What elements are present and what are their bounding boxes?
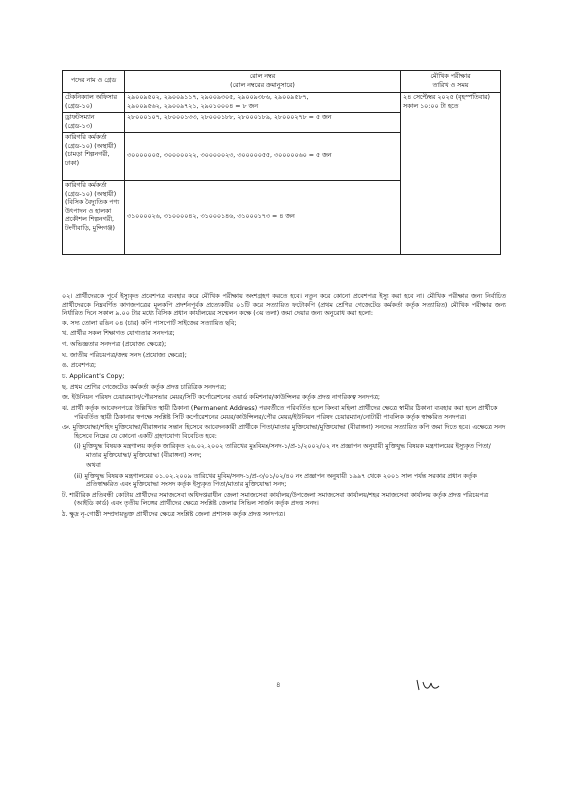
roll-cell: ২৯০০৯৫০২, ২৯০০৯১১৭, ২৯০০৯৩০৫, ২৯০০৯৩৮৬, ২৯০০৯৫৮৭, ২৯০০৯৫৬২, ২৯০০৯৭২১, ২৯০১০০০৪ = ৮ জন [125,93,401,113]
list-item: ক. সদ্য তোলা রঙিন ০৪ (চার) কপি পাসপোর্ট সাইজের সত্যায়িত ছবি; [62,319,237,327]
list-item: ঙ. প্রবেশপত্র; [62,362,97,370]
list-item: ট. শারীরিক প্রতিবন্ধী কোটায় প্রার্থীদের সমাজসেবা অধিদপ্তরাধীন জেলা সমাজসেবা কার্যালয়/উপজেলা সমাজসেবা কার্যালয়/শহর সমাজসেবা কার্যালয় কর্তৃক প্রদত্ত পরিচয়পত্র (আইডি কার্ড) এবং তৃতীয় লিঙ্গের প্রার্থীদের ক্ষেত্রে সংশ্লিষ্ট জেলার সিভিল সার্জন কর্তৃক প্রদত্ত সনদ। [62,491,489,508]
roll-cell: ৩১০০০০২৬, ৩১০০০০৪২, ৩১০০০১৪৬, ৩১০০০১৭৩ = ৪ জন [125,181,401,255]
table-header-row [63,71,501,93]
page-number: ৪ [276,681,281,689]
post-cell: কারিগরি কর্মকর্তা (গ্রেড-১০) (অস্থায়ী) (চামড়া শিল্পনগরী, ঢাকা) [63,133,125,181]
viva-schedule-cell: ২৪ সেপ্টেম্বর ২০২৫ (বৃহস্পতিবার) সকাল ১০:০০ টা হতে [401,93,501,255]
instructions-section [62,293,506,522]
list-item: জ. ইউনিয়ন পরিষদ চেয়ারম্যান/পৌরসভার মেয়র/সিটি কর্পোরেশনের ওয়ার্ড কমিশনার/কাউন্সিলর কর্তৃক প্রদত্ত নাগরিকত্ব সনদপত্র; [62,394,381,402]
list-item: গ. অভিজ্ঞতার সনদপত্র (প্রযোজ্য ক্ষেত্রে); [62,340,167,348]
sub-list-item: (i) মুক্তিযুদ্ধ বিষয়ক মন্ত্রণালয় কর্তৃক জারিকৃত ২৬.০২.২০০২ তারিখের মুঃবিমঃ/সনদ-১/প্র-১/২০০২/০২ নং প্রজ্ঞাপন অনুযায়ী মুক্তিযুদ্ধ বিষয়ক মন্ত্রণালয়ের ইস্যুকৃত পিতা/মাতার মুক্তিযোদ্ধা/ মুক্তিযোদ্ধা (বীরাঙ্গনা) সনদ; [74,443,491,459]
header-post: পদের নাম ও গ্রেড [63,71,125,93]
post-cell: কারিগরি কর্মকর্তা (গ্রেড-১০) (অস্থায়ী) (বিসিক বৈদ্যুতিক পণ্য উৎপাদন ও হালকা প্রকৌশল শিল্পনগরী, টংগীবাড়ি, মুন্সিগঞ্জ) [63,181,125,255]
roll-cell: ২৮০০০১০৭, ২৮০০০১৩৩, ২৮০০০১৮৮, ২৮০০০১৮৯, ২৮০০০২৭৮ = ৫ জন [125,113,401,133]
list-item: চ. Applicant’s Copy; [62,372,125,380]
roll-cell: ৩০০০০০০৫, ৩০০০০০২২, ৩০০০০০২৩, ৩০০০০০৫৫, ৩০০০০০৬০ = ৫ জন [125,133,401,181]
header-roll: রোল নম্বর (রোল নম্বরের ক্রমানুসারে) [125,71,401,93]
sub-list-item: (ii) মুক্তিযুদ্ধ বিষয়ক মন্ত্রণালয়ের ০১.০২.২০০৯ তারিখের মুবিম/সনদ-১/প্র-৩/০১/০২/৪০ নং প্রজ্ঞাপন অনুযায়ী ১৯৯৭ থেকে ২০০১ সাল পর্যন্ত সরকার প্রধান কর্তৃক প্রতিস্বাক্ষরিত এবং মুক্তিযোদ্ধা সংসদ কর্তৃক ইস্যুকৃত পিতা/মাতার মুক্তিযোদ্ধা সনদ; [74,472,477,489]
or-separator: অথবা [86,462,101,470]
instruction-paragraph: ০২। প্রার্থীদেরকে পূর্বে ইস্যুকৃত প্রবেশপত্র ব্যবহার করে মৌখিক পরীক্ষায় অংশগ্রহণ করতে হবে। নতুন করে কোনো প্রবেশপত্র ইস্যু করা হবে না। মৌখিক পরীক্ষার জন্য নির্বাচিত প্রার্থীদেরকে নিম্নবর্ণিত কাগজপত্রের মূলকপি প্রদর্শনপূর্বক প্রত্যেকটির ০১টি করে সত্যায়িত ফটোকপি (প্রথম শ্রেণির গেজেটেড কর্মকর্তা কর্তৃক সত্যায়িত) মৌখিক পরীক্ষার জন্য নির্ধারিত দিনে সকাল ৯.০০ টার মধ্যে বিসিক প্রধান কার্যালয়ের সম্মেলন কক্ষে (৩য় তলা) জমা দেয়ার জন্য অনুরোধ করা হলো: [62,293,506,317]
post-cell: ড্রাফটসম্যান (গ্রেড-১৩) [63,113,125,133]
post-cell: টেকনিক্যাল অফিসার (গ্রেড-১০) [63,93,125,113]
table-row [63,93,501,113]
list-item: ঞ. মুক্তিযোদ্ধা/শহিদ মুক্তিযোদ্ধা/বীরাঙ্গনার সন্তান হিসেবে আবেদনকারী প্রার্থীকে পিতা/মাতার মুক্তিযোদ্ধা/মুক্তিযোদ্ধা (বীরাঙ্গনা) সনদের সত্যায়িত কপি জমা দিতে হবে। এক্ষেত্রে সনদ হিসেবে নিম্নের যে কোনো একটি গ্রহণযোগ্য বিবেচিত হবে: [62,424,506,440]
results-table [62,70,501,255]
list-item: ঝ. প্রার্থী কর্তৃক আবেদনপত্রে উল্লিখিত স্থায়ী ঠিকানা (Permanent Address) পরবর্তীতে পরিবর্তিত হলে কিংবা মহিলা প্রার্থীদের ক্ষেত্রে স্বামীর ঠিকানা ব্যবহার করা হলে প্রার্থীকে পরিবর্তিত স্থায়ী ঠিকানার স্বপক্ষে সংশ্লিষ্ট সিটি কর্পোরেশনের মেয়র/কাউন্সিলর/পৌর মেয়র/ইউনিয়ন পরিষদ চেয়ারম্যান/নোটারী পাবলিক কর্তৃক স্বাক্ষরিত সনদপত্র। [62,405,498,421]
header-viva: মৌখিক পরীক্ষার তারিখ ও সময় [401,71,501,93]
list-item: খ. প্রার্থীর সকল শিক্ষাগত যোগ্যতার সনদপত্র; [62,330,175,338]
list-item: ঠ. ক্ষুদ্র নৃ-গোষ্ঠী সম্প্রদায়ভুক্ত প্রার্থীদের ক্ষেত্রে সংশ্লিষ্ট জেলা প্রশাসক কর্তৃক প্রদত্ত সনদপত্র। [62,511,286,519]
list-item: ঘ. জাতীয় পরিচয়পত্র/জন্ম সনদ (প্রযোজ্য ক্ষেত্রে); [62,351,187,359]
list-item: ছ. প্রথম শ্রেণির গেজেটেড কর্মকর্তা কর্তৃক প্রদত্ত চারিত্রিক সনদপত্র; [62,383,227,391]
signature-mark [415,678,441,692]
